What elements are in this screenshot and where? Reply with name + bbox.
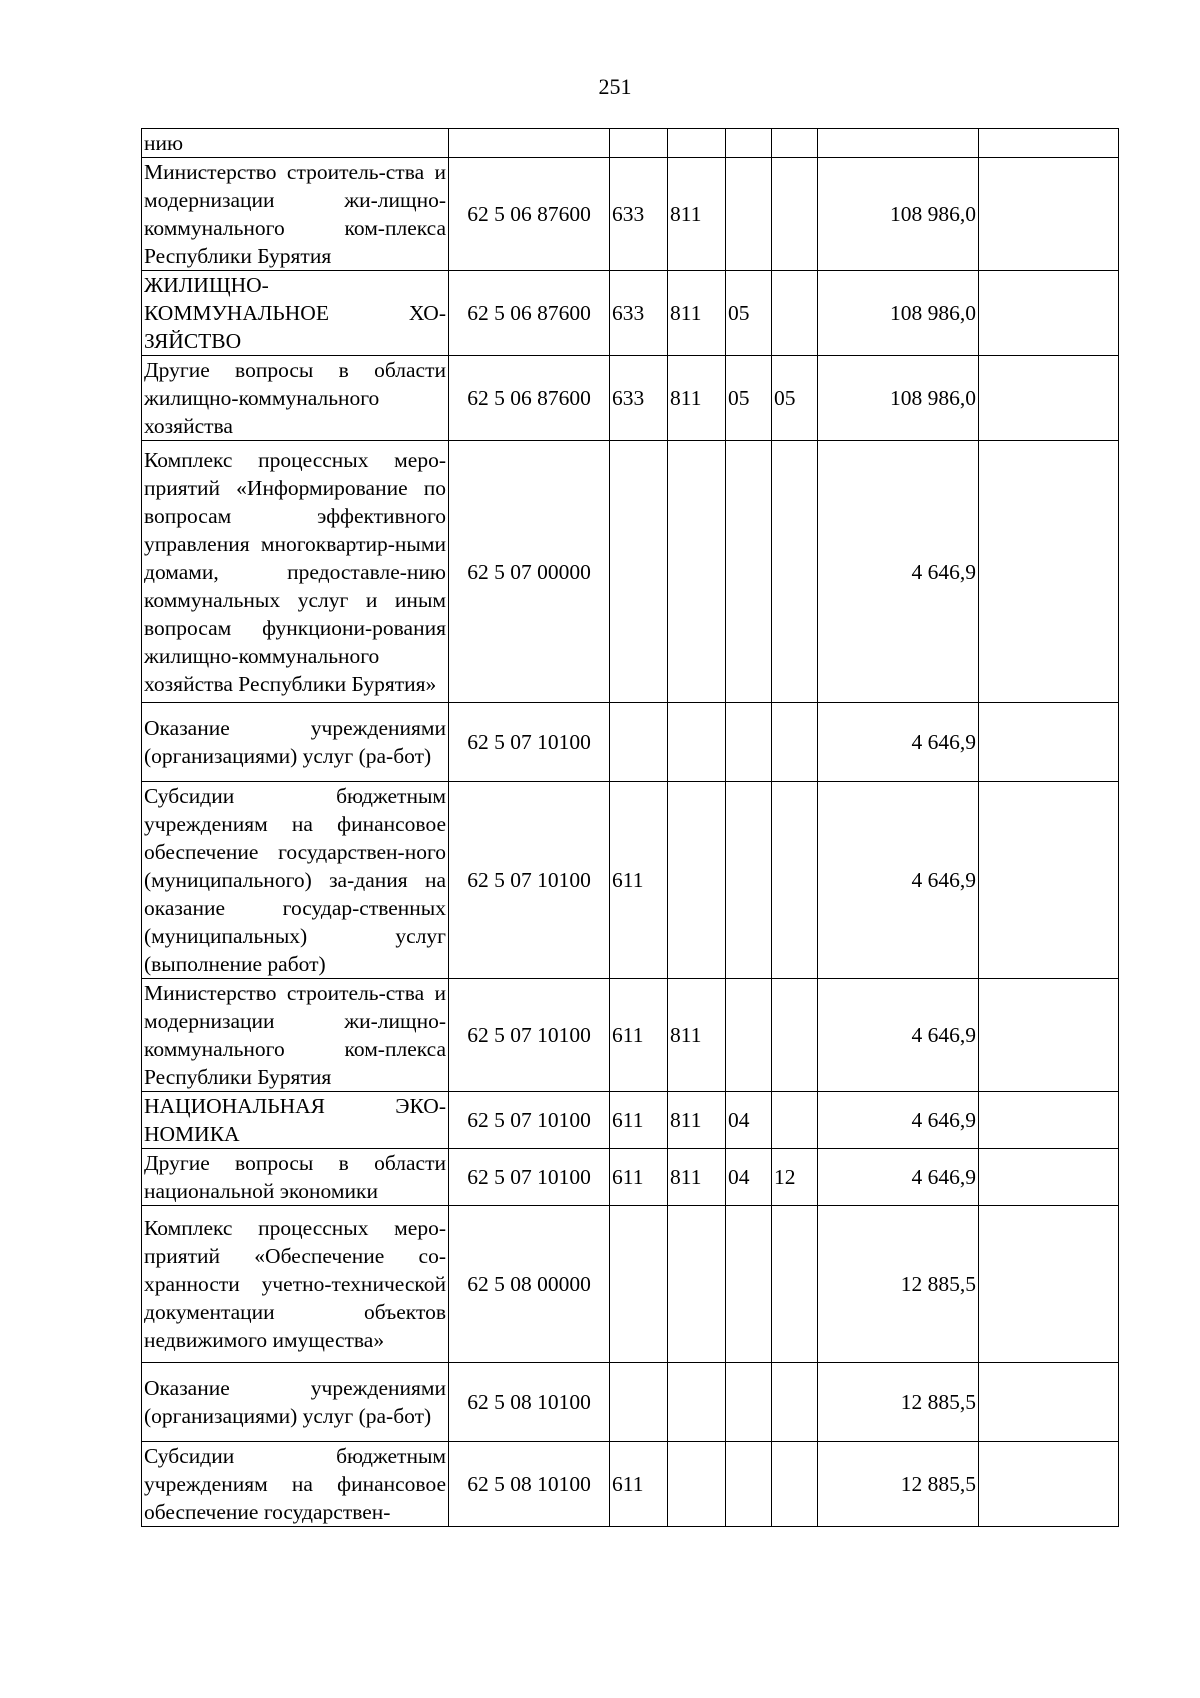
item-name-cell: НАЦИОНАЛЬНАЯ ЭКО-НОМИКА xyxy=(142,1092,449,1149)
page-number: 251 xyxy=(598,74,632,99)
grbs-code-cell: 611 xyxy=(610,1442,668,1527)
subsection-cell xyxy=(772,1442,818,1527)
subsection-cell xyxy=(772,158,818,271)
grbs-code-cell: 611 xyxy=(610,782,668,979)
section-cell xyxy=(726,158,772,271)
amount-cell: 12 885,5 xyxy=(818,1363,979,1442)
subsection-cell xyxy=(772,1092,818,1149)
extra-amount-cell xyxy=(979,1149,1119,1206)
amount-cell: 4 646,9 xyxy=(818,1149,979,1206)
grbs-code-cell: 611 xyxy=(610,1149,668,1206)
item-name-cell: Оказание учреждениями (организациями) услуг (ра-бот) xyxy=(142,1363,449,1442)
extra-amount-cell xyxy=(979,356,1119,441)
expense-type-cell: 811 xyxy=(668,979,726,1092)
table-row xyxy=(142,1149,1119,1206)
subsection-cell xyxy=(772,129,818,158)
expense-type-cell xyxy=(668,441,726,703)
subsection-cell xyxy=(772,1363,818,1442)
section-cell xyxy=(726,1206,772,1363)
item-name-cell: Другие вопросы в области жилищно-коммунального хозяйства xyxy=(142,356,449,441)
extra-amount-cell xyxy=(979,1092,1119,1149)
section-cell xyxy=(726,1442,772,1527)
item-name-cell: нию xyxy=(142,129,449,158)
grbs-code-cell: 633 xyxy=(610,356,668,441)
section-cell xyxy=(726,441,772,703)
table-row xyxy=(142,271,1119,356)
grbs-code-cell xyxy=(610,1206,668,1363)
target-code-cell: 62 5 08 00000 xyxy=(449,1206,610,1363)
section-cell xyxy=(726,782,772,979)
expense-type-cell: 811 xyxy=(668,1092,726,1149)
target-code-cell: 62 5 07 10100 xyxy=(449,1092,610,1149)
extra-amount-cell xyxy=(979,441,1119,703)
subsection-cell xyxy=(772,782,818,979)
subsection-cell xyxy=(772,441,818,703)
expense-type-cell: 811 xyxy=(668,271,726,356)
amount-cell: 4 646,9 xyxy=(818,703,979,782)
budget-table-body xyxy=(142,129,1119,1527)
grbs-code-cell xyxy=(610,441,668,703)
section-cell xyxy=(726,703,772,782)
target-code-cell: 62 5 07 10100 xyxy=(449,703,610,782)
target-code-cell: 62 5 08 10100 xyxy=(449,1442,610,1527)
extra-amount-cell xyxy=(979,782,1119,979)
item-name-cell: Министерство строитель-ства и модернизации жи-лищно-коммунального ком-плекса Республики Бурятия xyxy=(142,158,449,271)
grbs-code-cell: 611 xyxy=(610,979,668,1092)
budget-table xyxy=(141,128,1119,1527)
subsection-cell xyxy=(772,1206,818,1363)
target-code-cell: 62 5 06 87600 xyxy=(449,271,610,356)
item-name-cell: Комплекс процессных меро-приятий «Обеспечение со-хранности учетно-технической документации объектов недвижимого имущества» xyxy=(142,1206,449,1363)
expense-type-cell xyxy=(668,129,726,158)
table-row xyxy=(142,1206,1119,1363)
expense-type-cell xyxy=(668,703,726,782)
amount-cell: 12 885,5 xyxy=(818,1206,979,1363)
expense-type-cell: 811 xyxy=(668,158,726,271)
amount-cell: 108 986,0 xyxy=(818,356,979,441)
grbs-code-cell: 633 xyxy=(610,271,668,356)
extra-amount-cell xyxy=(979,979,1119,1092)
section-cell xyxy=(726,129,772,158)
extra-amount-cell xyxy=(979,158,1119,271)
amount-cell: 108 986,0 xyxy=(818,271,979,356)
subsection-cell: 12 xyxy=(772,1149,818,1206)
amount-cell: 4 646,9 xyxy=(818,782,979,979)
expense-type-cell xyxy=(668,1206,726,1363)
subsection-cell: 05 xyxy=(772,356,818,441)
amount-cell: 108 986,0 xyxy=(818,158,979,271)
item-name-cell: Субсидии бюджетным учреждениям на финансовое обеспечение государствен-ного (муниципального) за-дания на оказание государ-ственных (муниципальных) услуг (выполнение работ) xyxy=(142,782,449,979)
target-code-cell: 62 5 07 10100 xyxy=(449,1149,610,1206)
section-cell xyxy=(726,979,772,1092)
extra-amount-cell xyxy=(979,129,1119,158)
table-row xyxy=(142,782,1119,979)
target-code-cell: 62 5 06 87600 xyxy=(449,356,610,441)
target-code-cell: 62 5 07 10100 xyxy=(449,782,610,979)
grbs-code-cell xyxy=(610,703,668,782)
target-code-cell: 62 5 08 10100 xyxy=(449,1363,610,1442)
extra-amount-cell xyxy=(979,1206,1119,1363)
table-row xyxy=(142,979,1119,1092)
target-code-cell: 62 5 07 10100 xyxy=(449,979,610,1092)
subsection-cell xyxy=(772,271,818,356)
expense-type-cell xyxy=(668,1442,726,1527)
item-name-cell: Другие вопросы в области национальной экономики xyxy=(142,1149,449,1206)
extra-amount-cell xyxy=(979,271,1119,356)
table-row xyxy=(142,356,1119,441)
subsection-cell xyxy=(772,703,818,782)
table-row xyxy=(142,158,1119,271)
expense-type-cell: 811 xyxy=(668,356,726,441)
extra-amount-cell xyxy=(979,703,1119,782)
amount-cell: 12 885,5 xyxy=(818,1442,979,1527)
item-name-cell: Оказание учреждениями (организациями) услуг (ра-бот) xyxy=(142,703,449,782)
expense-type-cell xyxy=(668,782,726,979)
table-row xyxy=(142,1363,1119,1442)
subsection-cell xyxy=(772,979,818,1092)
item-name-cell: Субсидии бюджетным учреждениям на финансовое обеспечение государствен- xyxy=(142,1442,449,1527)
amount-cell: 4 646,9 xyxy=(818,979,979,1092)
table-row xyxy=(142,1092,1119,1149)
item-name-cell: ЖИЛИЩНО-КОММУНАЛЬНОЕ ХО-ЗЯЙСТВО xyxy=(142,271,449,356)
section-cell xyxy=(726,1363,772,1442)
grbs-code-cell xyxy=(610,1363,668,1442)
extra-amount-cell xyxy=(979,1442,1119,1527)
expense-type-cell: 811 xyxy=(668,1149,726,1206)
section-cell: 04 xyxy=(726,1092,772,1149)
section-cell: 04 xyxy=(726,1149,772,1206)
grbs-code-cell xyxy=(610,129,668,158)
table-row xyxy=(142,1442,1119,1527)
grbs-code-cell: 633 xyxy=(610,158,668,271)
amount-cell: 4 646,9 xyxy=(818,441,979,703)
section-cell: 05 xyxy=(726,271,772,356)
item-name-cell: Комплекс процессных меро-приятий «Информирование по вопросам эффективного управления многоквартир-ными домами, предоставле-нию коммунальных услуг и иным вопросам функциони-рования жилищно-коммунального хозяйства Республики Бурятия» xyxy=(142,441,449,703)
target-code-cell: 62 5 06 87600 xyxy=(449,158,610,271)
expense-type-cell xyxy=(668,1363,726,1442)
target-code-cell xyxy=(449,129,610,158)
item-name-cell: Министерство строитель-ства и модернизации жи-лищно-коммунального ком-плекса Республики Бурятия xyxy=(142,979,449,1092)
extra-amount-cell xyxy=(979,1363,1119,1442)
amount-cell: 4 646,9 xyxy=(818,1092,979,1149)
table-row xyxy=(142,703,1119,782)
table-row xyxy=(142,441,1119,703)
grbs-code-cell: 611 xyxy=(610,1092,668,1149)
table-row xyxy=(142,129,1119,158)
amount-cell xyxy=(818,129,979,158)
section-cell: 05 xyxy=(726,356,772,441)
target-code-cell: 62 5 07 00000 xyxy=(449,441,610,703)
